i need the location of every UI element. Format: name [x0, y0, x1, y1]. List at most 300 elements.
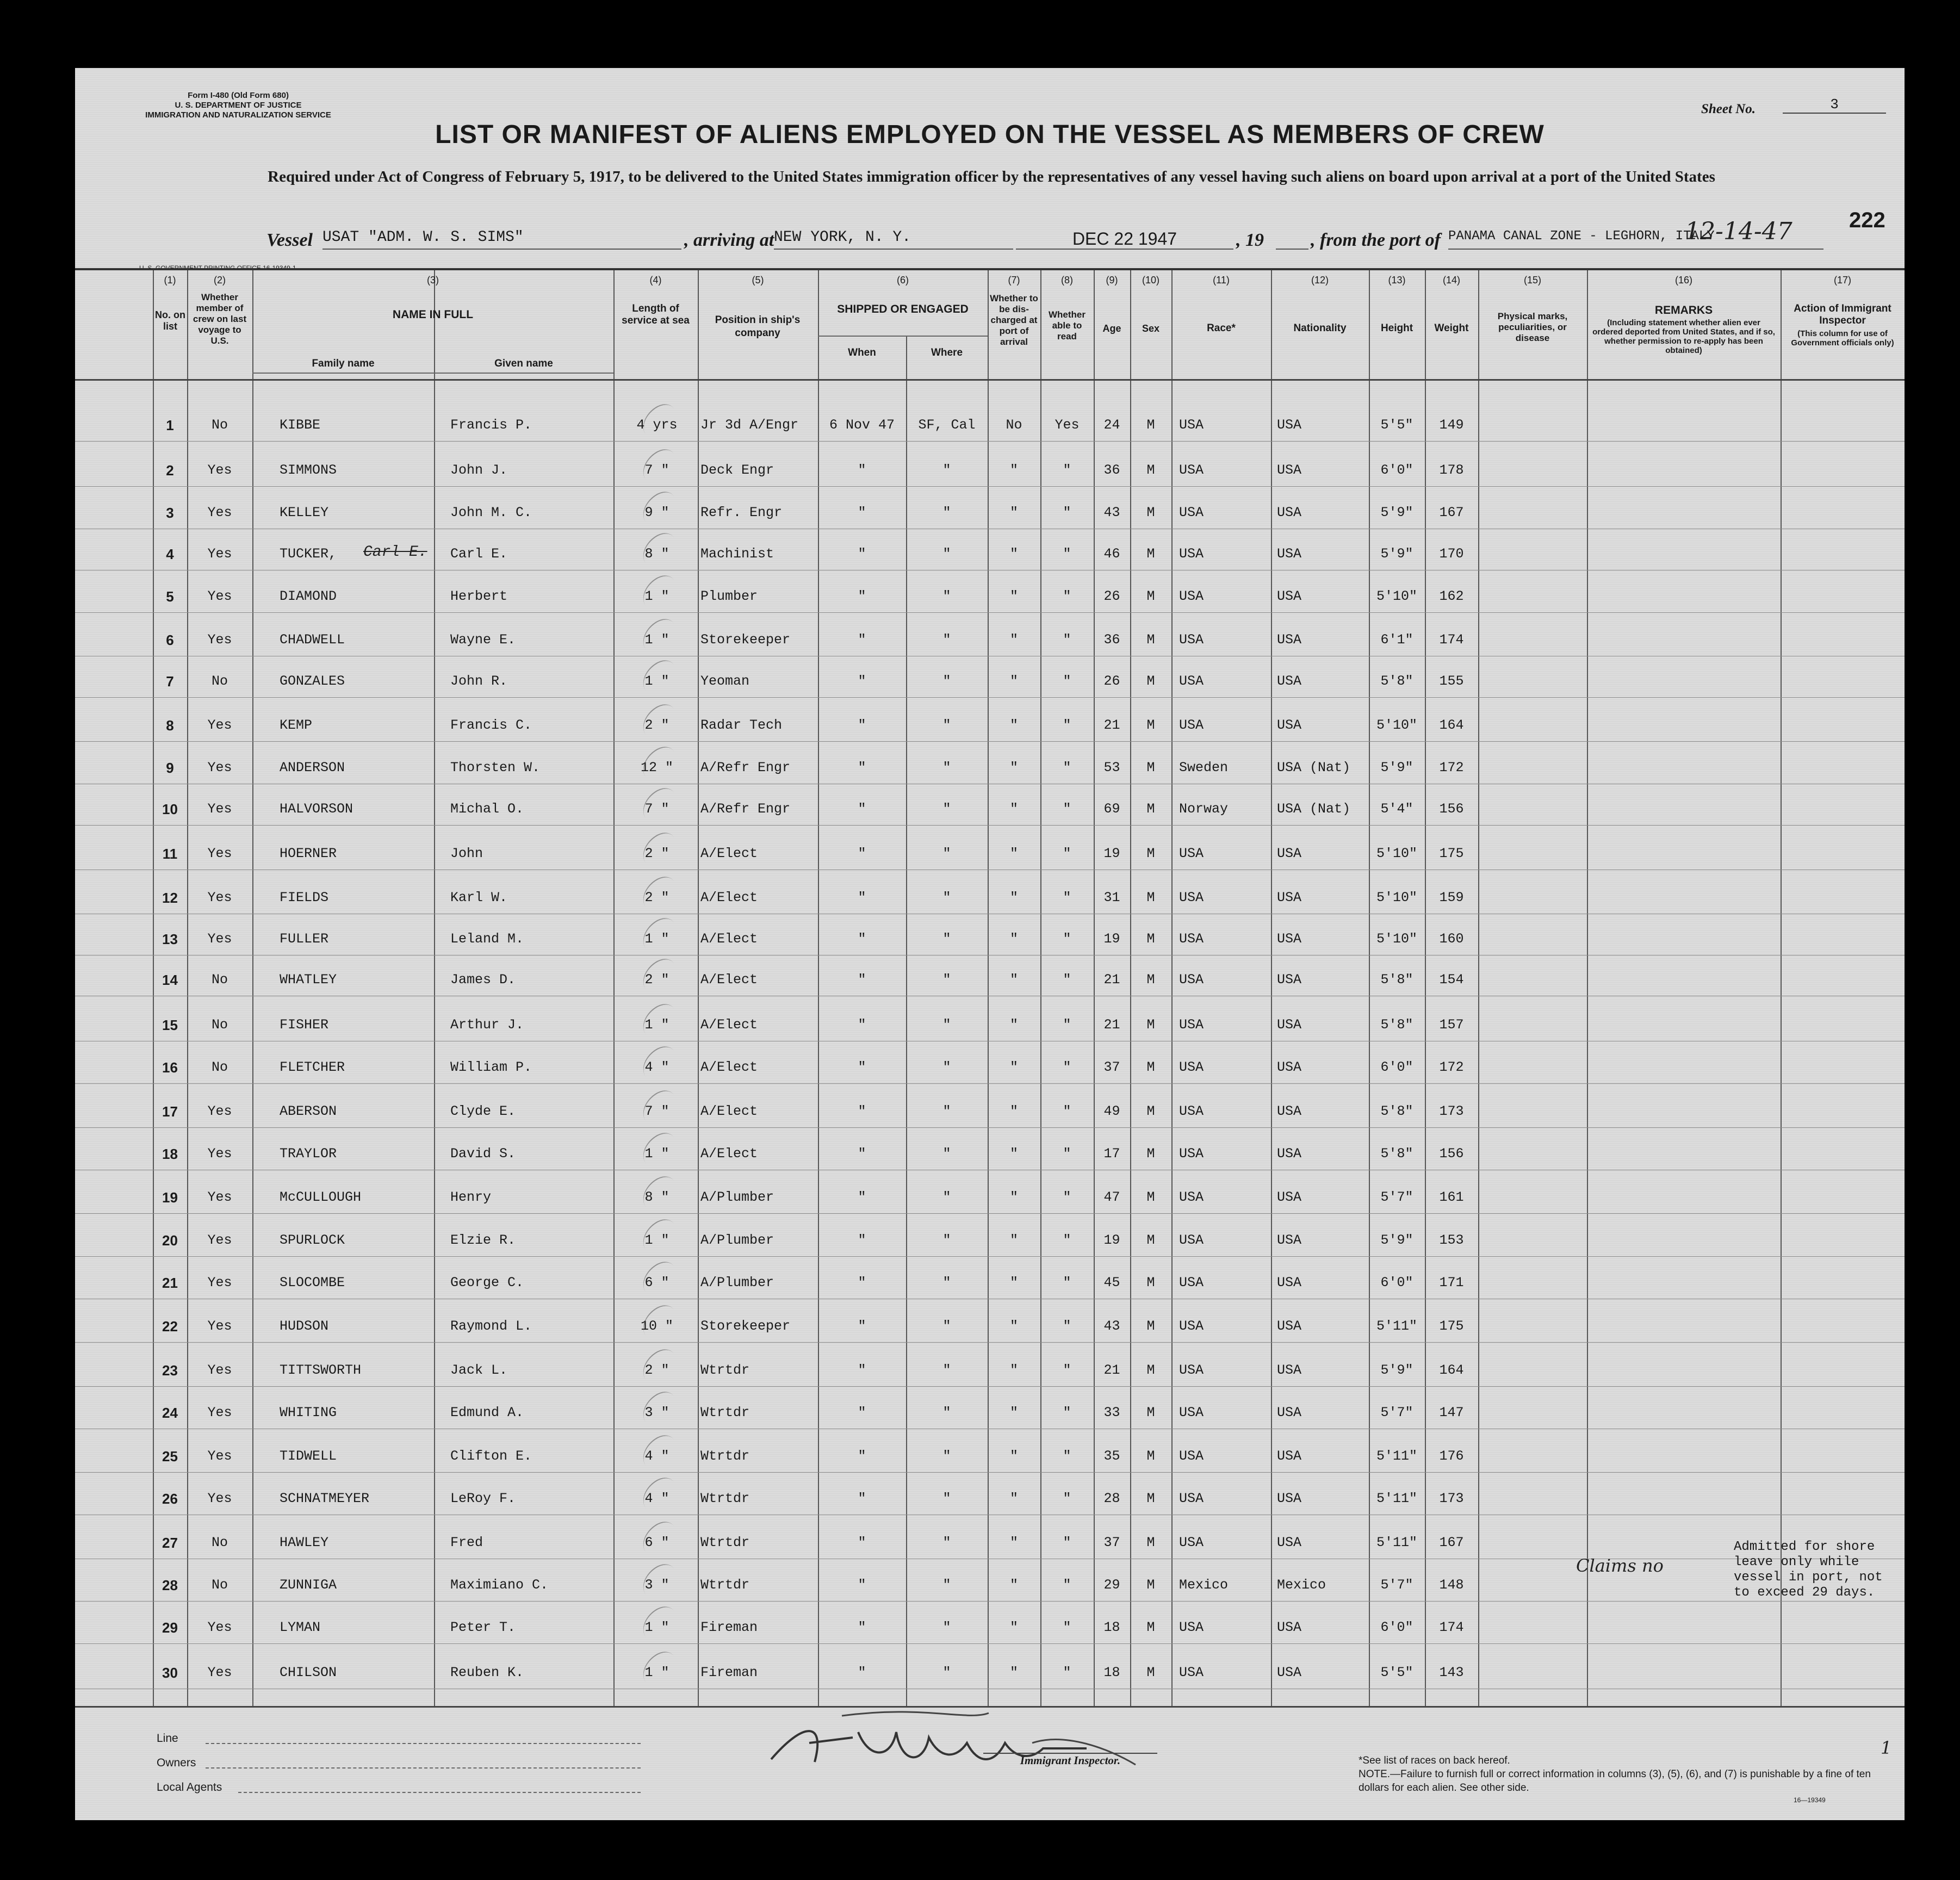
cell-last: No	[211, 1017, 228, 1033]
cell-where: "	[942, 1534, 951, 1550]
page-title: LIST OR MANIFEST OF ALIENS EMPLOYED ON THE VESSEL AS MEMBERS OF CREW	[435, 120, 1545, 149]
cell-height: 5'8"	[1380, 1017, 1413, 1033]
cell-weight: 156	[1439, 1145, 1464, 1162]
cell-no: 29	[162, 1620, 178, 1636]
cell-last: Yes	[207, 1318, 232, 1335]
cell-nationality: USA	[1277, 846, 1302, 862]
cell-nationality: USA	[1277, 1318, 1302, 1335]
cell-discharged: "	[1009, 717, 1018, 733]
cell-where: "	[942, 930, 951, 947]
cell-where: "	[942, 632, 951, 648]
from-port: PANAMA CANAL ZONE - LEGHORN, ITALY	[1448, 229, 1823, 250]
cell-discharged: "	[1009, 1059, 1018, 1076]
cell-height: 5'9"	[1380, 759, 1413, 775]
cell-last: No	[211, 1577, 228, 1593]
cell-sex: M	[1146, 1145, 1155, 1162]
cell-given: Karl W.	[450, 889, 508, 905]
cell-position: Fireman	[700, 1664, 758, 1680]
cell-where: "	[942, 846, 951, 862]
cell-read: "	[1063, 1620, 1071, 1636]
cell-nationality: USA	[1277, 1534, 1302, 1550]
service-name: IMMIGRATION AND NATURALIZATION SERVICE	[145, 110, 331, 120]
cell-read: "	[1063, 846, 1071, 862]
header-name-in-full: NAME IN FULL	[392, 308, 474, 321]
cell-discharged: "	[1009, 1491, 1018, 1507]
cell-position: A/Elect	[700, 972, 758, 988]
cell-weight: 172	[1439, 1059, 1464, 1076]
cell-family: SLOCOMBE	[280, 1274, 345, 1290]
cell-when: "	[858, 930, 866, 947]
cell-family: SCHNATMEYER	[280, 1491, 370, 1507]
cell-discharged: "	[1009, 1318, 1018, 1335]
cell-race: USA	[1179, 1189, 1204, 1206]
cell-last: No	[211, 417, 228, 433]
cell-given: Henry	[450, 1189, 492, 1206]
cell-where: "	[942, 462, 951, 478]
cell-given: Francis C.	[450, 717, 532, 733]
cell-given: Edmund A.	[450, 1404, 524, 1420]
cell-given: William P.	[450, 1059, 532, 1076]
cell-position: Wtrtdr	[700, 1491, 750, 1507]
cell-height: 5'8"	[1380, 1145, 1413, 1162]
cell-sex: M	[1146, 1017, 1155, 1033]
cell-weight: 164	[1439, 1362, 1464, 1378]
cell-sex: M	[1146, 972, 1155, 988]
cell-position: Wtrtdr	[700, 1534, 750, 1550]
cell-age: 53	[1103, 759, 1120, 775]
cell-given: Fred	[450, 1534, 483, 1550]
cell-nationality: USA	[1277, 889, 1302, 905]
header-discharged: Whether to be dis-charged at port of arrival	[990, 293, 1038, 347]
remark-row-28: Admitted for shore leave only while vessel in port, not to exceed 29 days.	[1734, 1540, 1883, 1600]
cell-where: "	[942, 889, 951, 905]
cell-nationality: USA	[1277, 1189, 1302, 1206]
cell-family: TRAYLOR	[280, 1145, 337, 1162]
cell-no: 28	[162, 1577, 178, 1593]
cell-last: Yes	[207, 1145, 232, 1162]
cell-nationality: USA	[1277, 1059, 1302, 1076]
local-agents-field	[238, 1792, 641, 1793]
row-rule	[75, 1342, 1905, 1343]
cell-race: USA	[1179, 462, 1204, 478]
cell-position: Refr. Engr	[700, 504, 783, 520]
cell-weight: 164	[1439, 717, 1464, 733]
cell-weight: 170	[1439, 545, 1464, 562]
cell-position: Yeoman	[700, 673, 750, 690]
cell-service: 7 "	[644, 801, 669, 817]
cell-weight: 167	[1439, 1534, 1464, 1550]
cell-service: 8 "	[644, 1189, 669, 1206]
cell-no: 30	[162, 1664, 178, 1681]
header-given-name: Given name	[494, 358, 553, 369]
cell-when: "	[858, 1232, 866, 1248]
cell-last: Yes	[207, 1232, 232, 1248]
cell-when: "	[858, 1404, 866, 1420]
cell-last: Yes	[207, 1620, 232, 1636]
cell-position: A/Elect	[700, 1103, 758, 1119]
form-identifier	[140, 91, 336, 120]
cell-no: 20	[162, 1232, 178, 1249]
cell-race: USA	[1179, 588, 1204, 604]
cell-service: 1 "	[644, 673, 669, 690]
cell-family: TIDWELL	[280, 1448, 337, 1465]
cell-height: 5'10"	[1376, 889, 1417, 905]
cell-read: "	[1063, 1318, 1071, 1335]
cell-family: SIMMONS	[280, 462, 337, 478]
header-length-of-service: Length of service at sea	[622, 303, 690, 326]
cell-weight: 178	[1439, 462, 1464, 478]
cell-race: USA	[1179, 1664, 1204, 1680]
header-weight: Weight	[1434, 322, 1469, 334]
col-num: (17)	[1833, 275, 1851, 286]
year-label: , 19	[1236, 230, 1264, 250]
cell-nationality: USA	[1277, 1362, 1302, 1378]
cell-family: TITTSWORTH	[280, 1362, 362, 1378]
cell-discharged: "	[1009, 1534, 1018, 1550]
cell-weight: 171	[1439, 1274, 1464, 1290]
header-action-sub: (This column for use of Government officials only)	[1791, 329, 1894, 348]
header-height: Height	[1380, 322, 1413, 334]
cell-where: "	[942, 1189, 951, 1206]
cell-age: 19	[1103, 930, 1120, 947]
cell-service: 1 "	[644, 930, 669, 947]
cell-weight: 156	[1439, 801, 1464, 817]
cell-family: FIELDS	[280, 889, 329, 905]
form-number: Form I-480 (Old Form 680)	[188, 91, 289, 100]
cell-nationality: USA	[1277, 462, 1302, 478]
cell-last: Yes	[207, 717, 232, 733]
cell-family: HUDSON	[280, 1318, 329, 1335]
cell-weight: 174	[1439, 1620, 1464, 1636]
cell-where: "	[942, 1664, 951, 1680]
cell-last: Yes	[207, 1274, 232, 1290]
cell-position: Wtrtdr	[700, 1577, 750, 1593]
cell-where: "	[942, 1145, 951, 1162]
cell-height: 5'8"	[1380, 673, 1413, 690]
cell-when: "	[858, 673, 866, 690]
cell-family: CHADWELL	[280, 632, 345, 648]
row-rule	[75, 1127, 1905, 1128]
cell-discharged: "	[1009, 846, 1018, 862]
header-remarks-sub: (Including statement whether alien ever ordered deported from United States, and if so, whether permission to re-apply has been obtained)	[1592, 318, 1775, 355]
cell-read: "	[1063, 462, 1071, 478]
cell-discharged: No	[1006, 417, 1022, 433]
cell-height: 5'11"	[1376, 1534, 1417, 1550]
cell-age: 18	[1103, 1664, 1120, 1680]
cell-family: FISHER	[280, 1017, 329, 1033]
cell-age: 43	[1103, 1318, 1120, 1335]
col-num: (15)	[1523, 275, 1541, 286]
cell-no: 19	[162, 1189, 178, 1206]
cell-race: USA	[1179, 1404, 1204, 1420]
cell-position: A/Refr Engr	[700, 759, 791, 775]
cell-read: "	[1063, 1274, 1071, 1290]
cell-given: Leland M.	[450, 930, 524, 947]
cell-no: 5	[166, 588, 174, 605]
cell-last: Yes	[207, 1103, 232, 1119]
cell-race: USA	[1179, 545, 1204, 562]
cell-nationality: USA	[1277, 1103, 1302, 1119]
cell-age: 36	[1103, 462, 1120, 478]
cell-age: 43	[1103, 504, 1120, 520]
cell-weight: 157	[1439, 1017, 1464, 1033]
cell-no: 12	[162, 889, 178, 906]
cell-height: 5'10"	[1376, 717, 1417, 733]
cell-no: 8	[166, 717, 174, 734]
cell-when: "	[858, 1145, 866, 1162]
cell-last: Yes	[207, 1362, 232, 1378]
cell-given: Clifton E.	[450, 1448, 532, 1465]
cell-no: 10	[162, 801, 178, 817]
cell-given: George C.	[450, 1274, 524, 1290]
cell-weight: 173	[1439, 1103, 1464, 1119]
cell-age: 21	[1103, 1362, 1120, 1378]
cell-sex: M	[1146, 1189, 1155, 1206]
cell-nationality: USA	[1277, 1620, 1302, 1636]
header-no-on-list: No. on list	[155, 309, 185, 332]
cell-height: 6'0"	[1380, 1274, 1413, 1290]
cell-nationality: USA (Nat)	[1277, 801, 1351, 817]
cell-where: "	[942, 1448, 951, 1465]
cell-read: "	[1063, 1232, 1071, 1248]
cell-last: No	[211, 1059, 228, 1076]
cell-read: Yes	[1055, 417, 1080, 433]
cell-nationality: USA	[1277, 1274, 1302, 1290]
cell-read: "	[1063, 1059, 1071, 1076]
cell-race: USA	[1179, 1274, 1204, 1290]
cell-when: "	[858, 1017, 866, 1033]
cell-service: 9 "	[644, 504, 669, 520]
cell-nationality: USA	[1277, 930, 1302, 947]
cell-age: 29	[1103, 1577, 1120, 1593]
cell-race: USA	[1179, 1103, 1204, 1119]
cell-position: Fireman	[700, 1620, 758, 1636]
cell-sex: M	[1146, 1059, 1155, 1076]
header-where: Where	[931, 347, 963, 358]
cell-service: 4 "	[644, 1059, 669, 1076]
cell-position: A/Elect	[700, 1059, 758, 1076]
cell-where: "	[942, 1620, 951, 1636]
cell-where: "	[942, 801, 951, 817]
cell-no: 17	[162, 1103, 178, 1120]
cell-read: "	[1063, 972, 1071, 988]
cell-nationality: USA	[1277, 1664, 1302, 1680]
cell-family: WHITING	[280, 1404, 337, 1420]
cell-where: "	[942, 1491, 951, 1507]
cell-sex: M	[1146, 462, 1155, 478]
cell-last: Yes	[207, 1189, 232, 1206]
row-rule	[75, 741, 1905, 742]
cell-sex: M	[1146, 717, 1155, 733]
cell-last: Yes	[207, 545, 232, 562]
cell-service: 2 "	[644, 846, 669, 862]
cell-age: 45	[1103, 1274, 1120, 1290]
cell-race: USA	[1179, 846, 1204, 862]
cell-last: Yes	[207, 632, 232, 648]
cell-weight: 148	[1439, 1577, 1464, 1593]
header-sex: Sex	[1142, 323, 1160, 334]
cell-last: Yes	[207, 1664, 232, 1680]
cell-when: "	[858, 846, 866, 862]
cell-discharged: "	[1009, 1362, 1018, 1378]
cell-nationality: USA	[1277, 417, 1302, 433]
cell-position: A/Elect	[700, 889, 758, 905]
header-race: Race*	[1207, 322, 1236, 334]
cell-service: 2 "	[644, 972, 669, 988]
row-rule	[75, 697, 1905, 698]
col-num: (14)	[1442, 275, 1460, 286]
cell-position: A/Elect	[700, 930, 758, 947]
cell-nationality: Mexico	[1277, 1577, 1326, 1593]
cell-family: HALVORSON	[280, 801, 353, 817]
cell-service: 1 "	[644, 588, 669, 604]
cell-age: 37	[1103, 1534, 1120, 1550]
cell-family: KELLEY	[280, 504, 329, 520]
cell-discharged: "	[1009, 1145, 1018, 1162]
cell-last: Yes	[207, 1491, 232, 1507]
cell-weight: 155	[1439, 673, 1464, 690]
local-agents-label: Local Agents	[157, 1781, 222, 1794]
cell-family: ZUNNIGA	[280, 1577, 337, 1593]
cell-race: USA	[1179, 1534, 1204, 1550]
cell-read: "	[1063, 1362, 1071, 1378]
cell-weight: 147	[1439, 1404, 1464, 1420]
row-rule	[75, 486, 1905, 487]
cell-last: Yes	[207, 930, 232, 947]
cell-given: LeRoy F.	[450, 1491, 516, 1507]
cell-no: 1	[166, 417, 174, 433]
cell-discharged: "	[1009, 1189, 1018, 1206]
cell-last: Yes	[207, 504, 232, 520]
cell-position: A/Refr Engr	[700, 801, 791, 817]
cell-race: USA	[1179, 504, 1204, 520]
row-rule	[75, 1386, 1905, 1387]
cell-no: 23	[162, 1362, 178, 1379]
cell-discharged: "	[1009, 462, 1018, 478]
cell-read: "	[1063, 545, 1071, 562]
cell-when: "	[858, 588, 866, 604]
cell-age: 46	[1103, 545, 1120, 562]
cell-no: 6	[166, 632, 174, 649]
footnotes	[1359, 1754, 1891, 1795]
cell-where: "	[942, 1017, 951, 1033]
cell-discharged: "	[1009, 1620, 1018, 1636]
cell-discharged: "	[1009, 673, 1018, 690]
cell-read: "	[1063, 1189, 1071, 1206]
cell-position: A/Plumber	[700, 1189, 774, 1206]
row-rule	[75, 825, 1905, 826]
cell-no: 22	[162, 1318, 178, 1335]
arriving-port: NEW YORK, N. Y.	[774, 229, 1013, 250]
cell-race: USA	[1179, 889, 1204, 905]
cell-position: Plumber	[700, 588, 758, 604]
cell-discharged: "	[1009, 1017, 1018, 1033]
cell-weight: 173	[1439, 1491, 1464, 1507]
cell-weight: 172	[1439, 759, 1464, 775]
cell-given: Michal O.	[450, 801, 524, 817]
cell-where: "	[942, 1362, 951, 1378]
cell-last: No	[211, 673, 228, 690]
cell-position: A/Elect	[700, 1017, 758, 1033]
cell-sex: M	[1146, 846, 1155, 862]
cell-race: USA	[1179, 717, 1204, 733]
page-subtitle: Required under Act of Congress of February 5, 1917, to be delivered to the United States immigration officer by the representatives of any vessel having such aliens on board upon arrival at a port of the United States	[268, 168, 1715, 185]
cell-race: Sweden	[1179, 759, 1229, 775]
cell-height: 6'0"	[1380, 1059, 1413, 1076]
cell-when: "	[858, 1577, 866, 1593]
cell-sex: M	[1146, 545, 1155, 562]
cell-nationality: USA	[1277, 1232, 1302, 1248]
cell-where: "	[942, 1404, 951, 1420]
cell-race: USA	[1179, 930, 1204, 947]
cell-when: 6 Nov 47	[829, 417, 895, 433]
cell-age: 19	[1103, 1232, 1120, 1248]
cell-where: "	[942, 1274, 951, 1290]
cell-weight: 149	[1439, 417, 1464, 433]
cell-last: Yes	[207, 889, 232, 905]
col-num: (11)	[1213, 275, 1230, 286]
cell-read: "	[1063, 673, 1071, 690]
cell-when: "	[858, 1491, 866, 1507]
cell-service: 3 "	[644, 1404, 669, 1420]
cell-height: 5'10"	[1376, 846, 1417, 862]
row-rule	[75, 612, 1905, 613]
cell-discharged: "	[1009, 1664, 1018, 1680]
cell-read: "	[1063, 1664, 1071, 1680]
cell-age: 31	[1103, 889, 1120, 905]
cell-given: David S.	[450, 1145, 516, 1162]
cell-no: 18	[162, 1145, 178, 1162]
cell-sex: M	[1146, 417, 1155, 433]
cell-sex: M	[1146, 1620, 1155, 1636]
cell-position: A/Plumber	[700, 1232, 774, 1248]
cell-discharged: "	[1009, 759, 1018, 775]
cell-no: 26	[162, 1491, 178, 1507]
cell-where: "	[942, 717, 951, 733]
cell-when: "	[858, 462, 866, 478]
cell-service: 1 "	[644, 1232, 669, 1248]
cell-no: 3	[166, 504, 174, 521]
note-penalty: NOTE.—Failure to furnish full or correct information in columns (3), (5), (6), and (7) is punishable by a fine of ten dollars for each alien. See other side.	[1359, 1769, 1871, 1794]
col-num: (12)	[1311, 275, 1329, 286]
cell-sex: M	[1146, 930, 1155, 947]
cell-last: No	[211, 1534, 228, 1550]
cell-weight: 154	[1439, 972, 1464, 988]
cell-height: 6'0"	[1380, 1620, 1413, 1636]
row-rule	[75, 1083, 1905, 1084]
cell-family: GONZALES	[280, 673, 345, 690]
cell-discharged: "	[1009, 545, 1018, 562]
cell-race: USA	[1179, 1145, 1204, 1162]
cell-discharged: "	[1009, 588, 1018, 604]
cell-last: Yes	[207, 846, 232, 862]
cell-no: 16	[162, 1059, 178, 1076]
cell-height: 5'7"	[1380, 1189, 1413, 1206]
sheet-label: Sheet No.	[1701, 102, 1756, 116]
cell-age: 21	[1103, 1017, 1120, 1033]
cell-nationality: USA	[1277, 717, 1302, 733]
cell-given: James D.	[450, 972, 516, 988]
cell-height: 5'8"	[1380, 972, 1413, 988]
manifest-sheet	[75, 68, 1905, 1820]
cell-age: 26	[1103, 673, 1120, 690]
header-position: Position in ship's company	[715, 314, 801, 339]
cell-family: HOERNER	[280, 846, 337, 862]
cell-sex: M	[1146, 1664, 1155, 1680]
cell-given: Raymond L.	[450, 1318, 532, 1335]
cell-read: "	[1063, 504, 1071, 520]
cell-sex: M	[1146, 1103, 1155, 1119]
